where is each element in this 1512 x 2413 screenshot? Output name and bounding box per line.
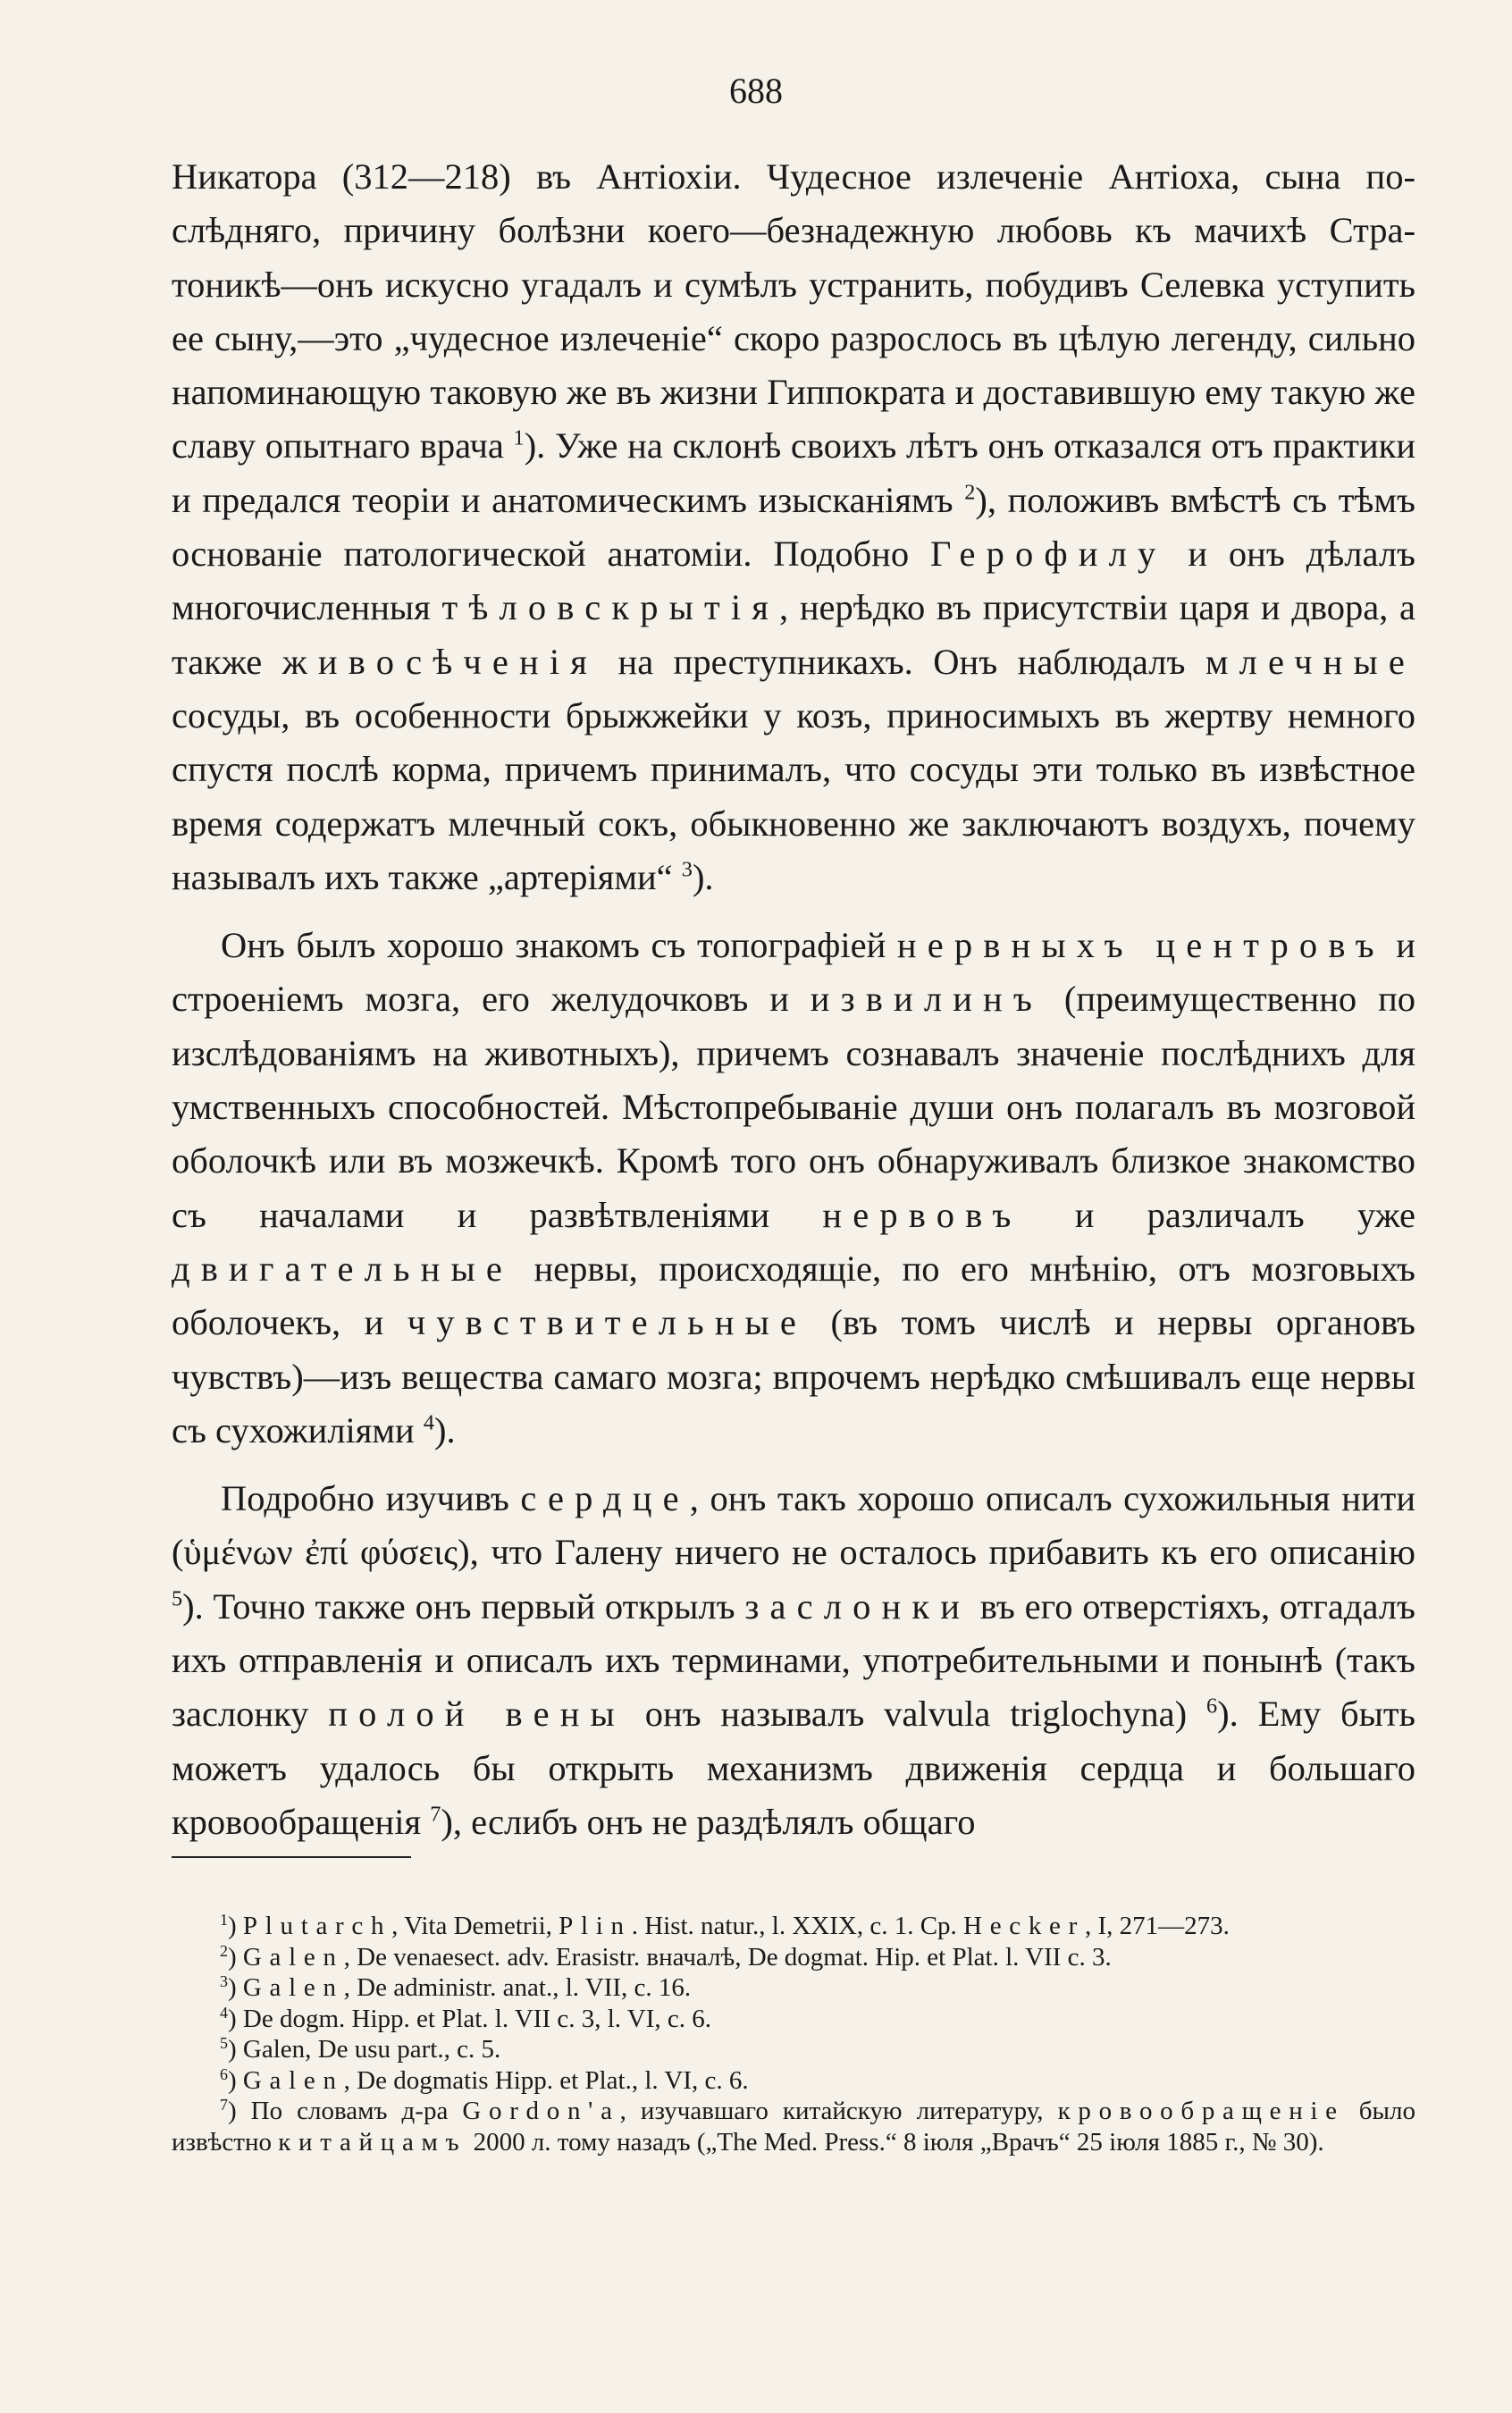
text-run: Подробно изучивъ (221, 1478, 521, 1519)
footnote-mark: 6 (220, 2064, 228, 2083)
spaced-term: Hecker (963, 1912, 1085, 1940)
text-run: ), еслибъ онъ не раздѣлялъ общаго (441, 1801, 976, 1842)
spaced-term: Plutarch (242, 1912, 392, 1940)
text-run: было извѣстно (172, 2097, 1415, 2157)
text-run: ) De dogm. Hipp. et Plat. l. VII c. 3, l. VI, c. 6. (227, 2004, 711, 2033)
footnote-mark: 1 (220, 1911, 228, 1930)
footnote (172, 2034, 1415, 2065)
text-run: ) (227, 1912, 243, 1940)
text-run: и строеніемъ мозга, его желудочковъ и (172, 925, 1415, 1020)
text-run: , Vita Demetrii, (391, 1912, 559, 1940)
spaced-term: млечные (1205, 641, 1415, 682)
spaced-term: нервовъ (822, 1194, 1022, 1235)
footnote-ref: 7 (430, 1802, 441, 1827)
footnote-mark: 2 (220, 1941, 228, 1960)
spaced-term: китайцамъ (278, 2127, 467, 2157)
spaced-term: Plin (559, 1912, 632, 1940)
text-run: ). (692, 856, 714, 897)
spaced-term: чувствительные (407, 1302, 808, 1343)
paragraph (172, 1472, 1415, 1849)
page-number: 688 (729, 71, 783, 111)
footnote-mark: 5 (220, 2034, 228, 2053)
spaced-term: полой вены (328, 1694, 626, 1735)
spaced-term: сердце (520, 1478, 690, 1519)
footnote-separator (172, 1856, 411, 1858)
spaced-term: заслонки (744, 1585, 971, 1627)
text-run: , изучавшаго китайскую литературу, (619, 2097, 1058, 2125)
spaced-term: живосѣченія (281, 641, 599, 682)
footnote-ref: 4 (423, 1410, 435, 1435)
text-run: 2000 л. тому назадъ („The Med. Press.“ 8 іюля „Врачъ“ 25 іюля 1885 г., № 30). (466, 2127, 1324, 2157)
text-run: и различалъ уже (1021, 1194, 1416, 1235)
footnote-mark: 4 (220, 2003, 228, 2022)
footnote (172, 1972, 1415, 2004)
text-run: ) (227, 1942, 243, 1972)
text-run: (преимущественно по изслѣдованіямъ на животныхъ), причемъ сознавалъ значеніе послѣднихъ для умственныхъ способностей. Мѣстопребываніе души онъ полагалъ въ мозговой оболочкѣ или въ мозжечкѣ. Кромѣ того онъ обнаруживалъ близкое знакомство съ началами и развѣтвленіями (172, 979, 1415, 1235)
text-run: Онъ былъ хорошо знакомъ съ топографіей (221, 925, 897, 966)
text-run: . Hist. natur., l. XXIX, c. 1. Cp. (631, 1912, 964, 1940)
footnote-ref: 5 (172, 1586, 183, 1611)
text-run: Никатора (312—218) въ Антіохіи. Чудесное излеченіе Антіоха, сына послѣдняго, причину болѣзни коего—безнадежную любовь къ мачихѣ Стратоникѣ—онъ искусно угадалъ и сумѣлъ устранить, побудивъ Селевка уступить ее сыну,—это „чудесное излеченіе“ скоро разрослось въ цѣлую легенду, сильно напоминающую таковую же въ жизни Гиппократа и доставившую ему такую же славу опытнаго врача (172, 156, 1415, 467)
spaced-term: Galen (242, 1942, 344, 1972)
spaced-term: кровообращеніе (1057, 2097, 1345, 2125)
footnote (172, 2004, 1415, 2035)
text-run: ) (227, 1973, 243, 2002)
text-run: , De venaesect. adv. Erasistr. вначалѣ, De dogmat. Hip. et Plat. l. VII c. 3. (343, 1942, 1112, 1972)
text-run: на преступникахъ. Онъ наблюдалъ (598, 641, 1205, 682)
text-run: , онъ такъ хорошо описалъ сухожильныя нити (ὑμένων ἐπί φύσεις), что Галену ничего не осталось прибавить къ его описанію (172, 1478, 1416, 1573)
text-run: ). (434, 1409, 456, 1450)
text-run: нервы, происходящіе, по его мнѣнію, отъ мозговыхъ оболочекъ, и (172, 1248, 1415, 1343)
footnote-ref: 6 (1205, 1694, 1218, 1719)
text-run: ). Уже на склонѣ своихъ лѣтъ онъ отказался отъ практики и предался теоріи и анатомическимъ изысканіямъ (172, 425, 1415, 520)
spaced-term: тѣловскрытія (441, 587, 779, 628)
footnote-mark: 3 (220, 1972, 228, 1991)
text-run: , De administr. anat., l. VII, c. 16. (343, 1973, 692, 2002)
spaced-term: Galen (242, 2065, 344, 2095)
spaced-term: Герофилу (930, 534, 1167, 575)
footnote-ref: 2 (964, 480, 976, 505)
main-text (172, 150, 1415, 1849)
footnote (172, 1942, 1415, 1973)
text-run: ) (227, 2065, 243, 2095)
text-run: сосуды, въ особенности брыжжейки у козъ, приносимыхъ въ жертву немного спустя послѣ корма, причемъ принималъ, что сосуды эти только въ извѣстное время содержатъ млечный сокъ, обыкновенно же заключаютъ воздухъ, почему называлъ ихъ также „артеріями“ (172, 694, 1415, 897)
spaced-term: Gordon'а (462, 2097, 620, 2125)
text-run: , нерѣдко въ присутствіи царя и двора, а также (172, 587, 1416, 682)
footnote-ref: 3 (681, 857, 693, 882)
text-run: (въ томъ числѣ и нервы органовъ чувствъ)—изъ вещества самаго мозга; впрочемъ нерѣдко смѣшивалъ еще нервы съ сухожиліями (172, 1302, 1415, 1450)
footnote (172, 1911, 1415, 1942)
spaced-term: нервныхъ центровъ (896, 925, 1385, 966)
spaced-term: извилинъ (810, 979, 1043, 1020)
text-run: ). Ему быть можетъ удалось бы открыть механизмъ движенія сердца и большаго кровообращенія (172, 1694, 1416, 1842)
text-run: онъ называлъ valvula triglochyna) (625, 1694, 1206, 1735)
text-run: ) Galen, De usu part., c. 5. (227, 2035, 501, 2064)
text-run: въ его отверстіяхъ, отгадалъ ихъ отправленія и описалъ ихъ терминами, употребительными и понынѣ (такъ заслонку (172, 1585, 1415, 1735)
footnote-mark: 7 (220, 2096, 228, 2115)
text-run: ). Точно также онъ первый открылъ (182, 1585, 745, 1627)
paragraph (172, 919, 1415, 1458)
text-run: , De dogmatis Hipp. et Plat., l. VI, c. 6. (343, 2065, 749, 2095)
paragraph (172, 150, 1415, 904)
text-run: , I, 271—273. (1084, 1912, 1230, 1940)
text-run: и онъ дѣлалъ многочисленныя (172, 534, 1415, 628)
footnotes (172, 1911, 1415, 2157)
footnote-ref: 1 (513, 425, 525, 450)
text-run: ), положивъ вмѣстѣ съ тѣмъ основаніе патологической анатоміи. Подобно (172, 479, 1415, 575)
footnote (172, 2096, 1415, 2157)
footnote (172, 2065, 1415, 2097)
spaced-term: Galen (242, 1973, 344, 2002)
spaced-term: двигательные (172, 1248, 513, 1289)
text-run: ) По словамъ д-ра (227, 2097, 463, 2125)
